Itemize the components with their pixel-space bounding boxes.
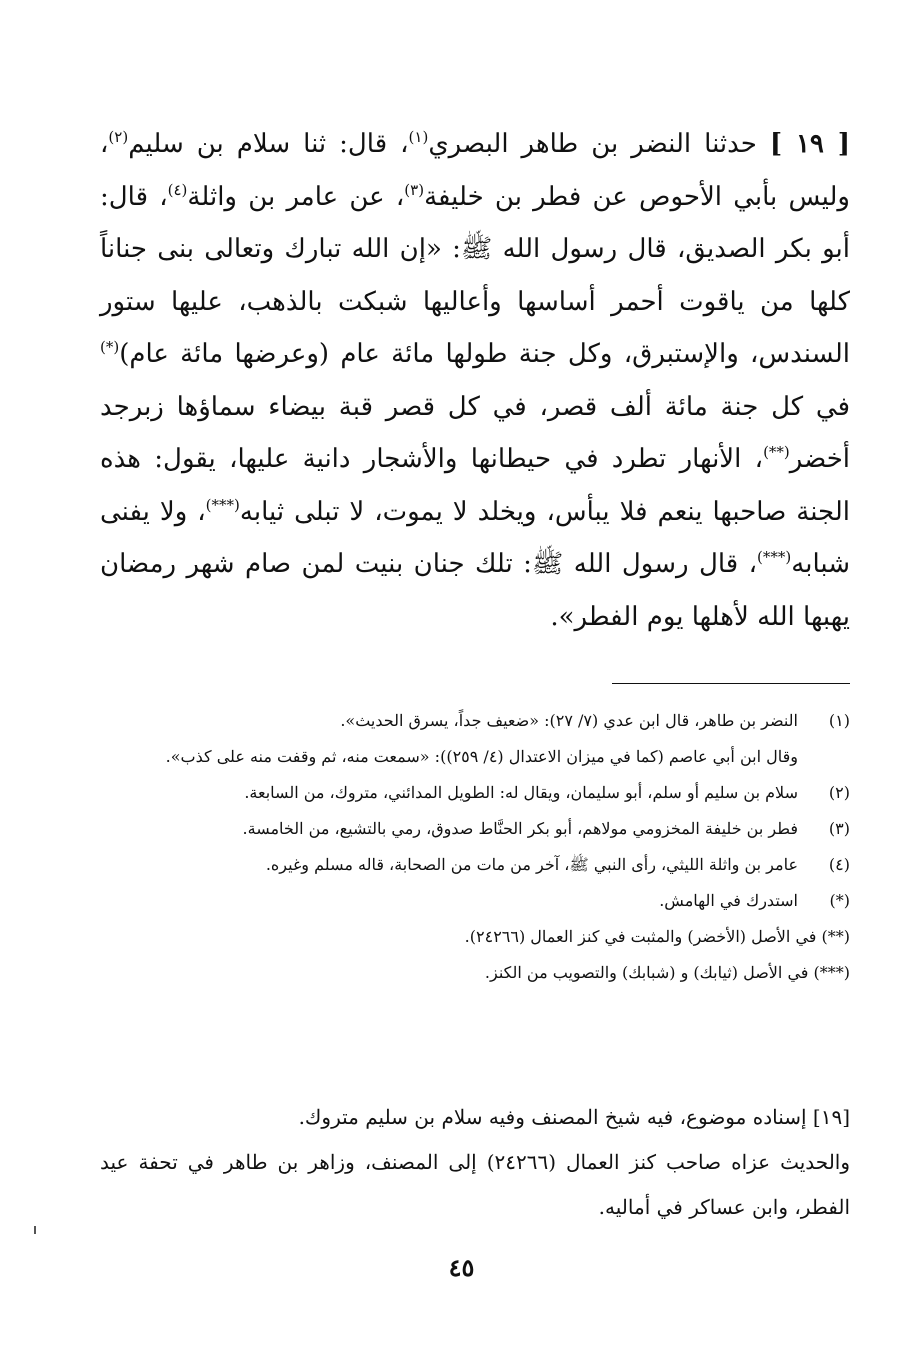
footnote-star-note: (**) في الأصل (الأخضر) والمثبت في كنز العمال (٢٤٢٦٦). <box>464 927 850 946</box>
footnote-star-note: (***) في الأصل (ثيابك) و (شبابك) والتصويب من الكنز. <box>484 963 850 982</box>
footnote-item <box>112 847 850 883</box>
footnote-ref[interactable]: (١) <box>408 128 429 146</box>
footnote-ref[interactable]: (٣) <box>404 180 425 199</box>
takhrij-line: [١٩] إسناده موضوع، فيه شيخ المصنف وفيه سلام بن سليم متروك. <box>298 1105 850 1129</box>
text-segment: ، وليس بأبي الأحوص عن فطر بن خليفة <box>100 129 850 212</box>
page-number: ٤٥ <box>448 1253 475 1282</box>
text-segment: ، قال: أبو بكر الصديق، قال رسول الله ﷺ: «إن الله تبارك وتعالى بنى جناناً كلها من ياقوت أحمر أساسها وأعاليها شبكت بالذهب، عليها ستور السندس، والإستبرق، وكل جنة طولها مائة عام (وعرضها مائة عام) <box>100 181 850 369</box>
text-segment: في كل جنة مائة ألف قصر، في كل قصر قبة بيضاء سماؤها زبرجد أخضر <box>100 391 850 474</box>
footnote-mark: (٢) <box>828 783 850 802</box>
text-segment: ، قال رسول الله ﷺ: تلك جنان بنيت لمن صام شهر رمضان يهبها الله لأهلها يوم الفطر». <box>100 549 850 632</box>
footnote-continuation: وقال ابن أبي عاصم (كما في ميزان الاعتدال (٤/ ٢٥٩)): «سمعت منه، ثم وقفت منه على كذب». <box>165 747 798 766</box>
footnote-text: سلام بن سليم أو سلم، أبو سليمان، ويقال له: الطويل المدائني، متروك، من السابعة. <box>244 783 798 802</box>
footnote-ref[interactable]: (*) <box>100 338 120 356</box>
footnote-divider <box>612 683 850 684</box>
footnote-mark: (٣) <box>828 819 850 838</box>
scan-mark <box>34 1226 36 1234</box>
footnote-item <box>112 703 850 739</box>
hadith-text <box>100 118 850 643</box>
footnote-mark: (*) <box>829 891 850 910</box>
footnote-ref[interactable]: (***) <box>757 548 792 566</box>
text-segment: ، ولا يفنى شبابه <box>100 496 850 579</box>
footnote-text: فطر بن خليفة المخزومي مولاهم، أبو بكر الحنَّاط صدوق، رمي بالتشيع، من الخامسة. <box>242 819 798 838</box>
takhrij-line: والحديث عزاه صاحب كنز العمال (٢٤٢٦٦) إلى المصنف، وزاهر بن طاهر في تحفة عيد الفطر، وابن عساكر في أماليه. <box>100 1150 851 1219</box>
footnote-ref[interactable]: (***) <box>205 495 240 514</box>
footnote-text: عامر بن واثلة الليثي، رأى النبي ﷺ، آخر من مات من الصحابة، قاله مسلم وغيره. <box>265 855 798 874</box>
footnote-text: استدرك في الهامش. <box>659 891 798 910</box>
footnote-ref[interactable]: (٢) <box>108 128 129 146</box>
text-segment: حدثنا النضر بن طاهر البصري <box>428 129 757 159</box>
text-segment: ، الأنهار تطرد في حيطانها والأشجار دانية عليها، يقول: هذه الجنة صاحبها ينعم فلا يبأس، ويخلد لا يموت، لا تبلى ثيابه <box>100 444 850 527</box>
footnote-item <box>112 775 850 811</box>
footnotes <box>112 703 850 991</box>
footnote-ref[interactable]: (٤) <box>167 180 188 199</box>
footnote-item <box>112 811 850 847</box>
footnote-ref[interactable]: (**) <box>763 443 790 461</box>
hadith-paragraph <box>100 118 850 643</box>
text-segment: ، قال: ثنا سلام بن سليم <box>128 129 409 159</box>
hadith-number: [ ١٩ ] <box>769 129 850 159</box>
footnote-mark: (٤) <box>828 855 850 874</box>
text-segment: ، عن عامر بن واثلة <box>187 181 405 212</box>
footnote-item <box>112 883 850 919</box>
footnote-mark: (١) <box>828 711 850 730</box>
takhrij-note <box>100 1095 850 1230</box>
footnote-text: النضر بن طاهر، قال ابن عدي (٧/ ٢٧): «ضعيف جداً، يسرق الحديث». <box>340 711 798 730</box>
